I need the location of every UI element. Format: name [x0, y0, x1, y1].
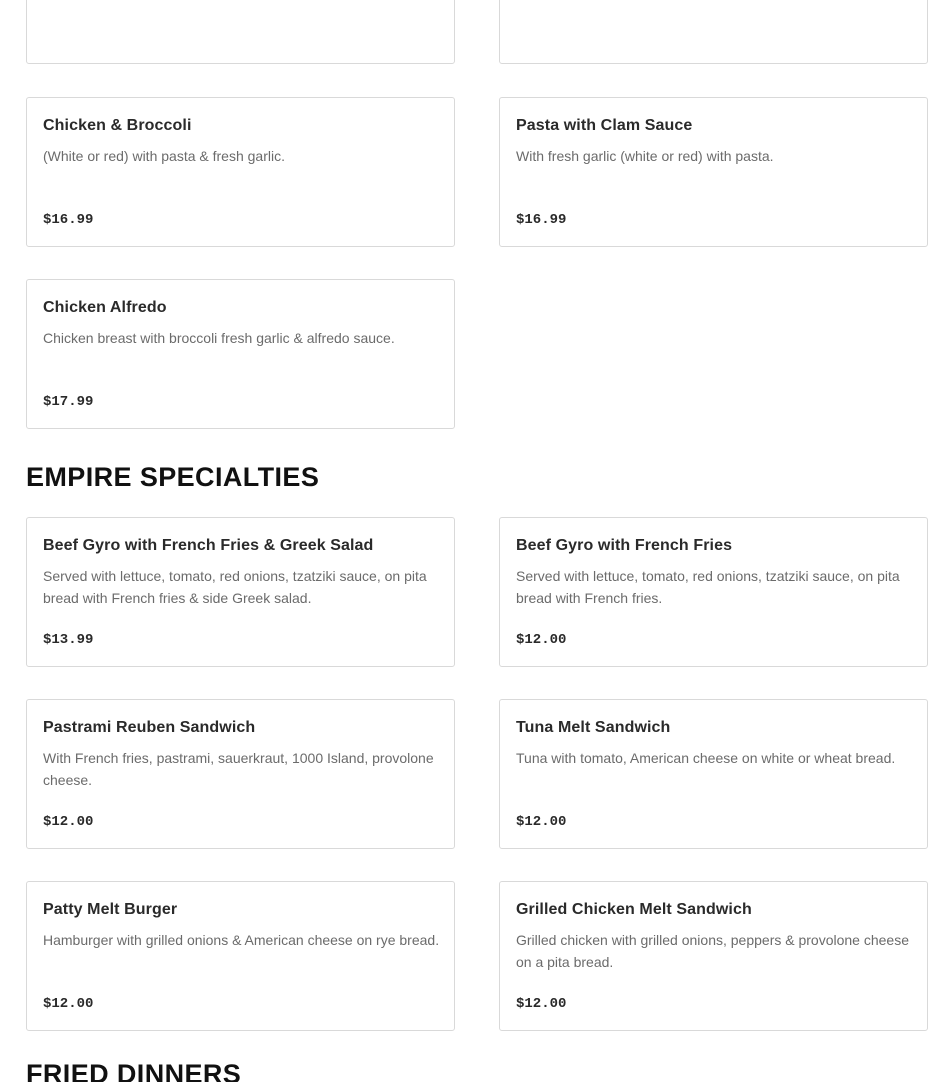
item-price: $12.00: [43, 996, 94, 1012]
item-description: Chicken breast with broccoli fresh garlic & alfredo sauce.: [43, 330, 395, 346]
item-description: (White or red) with pasta & fresh garlic.: [43, 148, 285, 164]
item-description: With fresh garlic (white or red) with pasta.: [516, 148, 774, 164]
menu-item-card[interactable]: [26, 279, 455, 429]
item-description: With French fries, pastrami, sauerkraut, 1000 Island, provolone cheese.: [43, 750, 434, 788]
item-price: $12.00: [516, 996, 567, 1012]
section-heading: EMPIRE SPECIALTIES: [26, 462, 320, 492]
menu-item-card[interactable]: [499, 97, 928, 247]
item-price: $16.99: [516, 212, 567, 228]
menu-item-card[interactable]: [26, 881, 455, 1031]
item-description: Hamburger with grilled onions & American cheese on rye bread.: [43, 932, 440, 948]
menu-item-card[interactable]: [26, 0, 455, 64]
item-description: Grilled chicken with grilled onions, peppers & provolone cheese on a pita bread.: [516, 932, 909, 970]
menu-item-card[interactable]: [499, 0, 928, 64]
item-name: Pasta with Clam Sauce: [516, 117, 693, 134]
menu-item-card[interactable]: [499, 699, 928, 849]
item-description: Served with lettuce, tomato, red onions, tzatziki sauce, on pita bread with French fries & side Greek salad.: [43, 568, 427, 606]
item-price: $16.99: [43, 212, 94, 228]
item-description: Served with lettuce, tomato, red onions, tzatziki sauce, on pita bread with French fries.: [516, 568, 900, 606]
menu-item-card[interactable]: [499, 881, 928, 1031]
item-name: Beef Gyro with French Fries: [516, 537, 733, 554]
item-price: $12.00: [43, 814, 94, 830]
section-heading: FRIED DINNERS: [26, 1059, 242, 1082]
item-name: Chicken & Broccoli: [43, 117, 192, 134]
item-price: $12.00: [516, 814, 567, 830]
item-name: Patty Melt Burger: [43, 901, 178, 918]
item-name: Chicken Alfredo: [43, 299, 167, 316]
item-name: Tuna Melt Sandwich: [516, 719, 671, 736]
item-description: Tuna with tomato, American cheese on white or wheat bread.: [516, 750, 896, 766]
menu-item-card[interactable]: [26, 517, 455, 667]
item-name: Grilled Chicken Melt Sandwich: [516, 901, 752, 918]
menu-item-card[interactable]: [499, 517, 928, 667]
item-price: $12.00: [516, 632, 567, 648]
menu-item-card[interactable]: [26, 97, 455, 247]
item-name: Beef Gyro with French Fries & Greek Salad: [43, 537, 374, 554]
item-price: $13.99: [43, 632, 94, 648]
menu-item-card[interactable]: [26, 699, 455, 849]
item-price: $17.99: [43, 394, 94, 410]
item-name: Pastrami Reuben Sandwich: [43, 719, 256, 736]
